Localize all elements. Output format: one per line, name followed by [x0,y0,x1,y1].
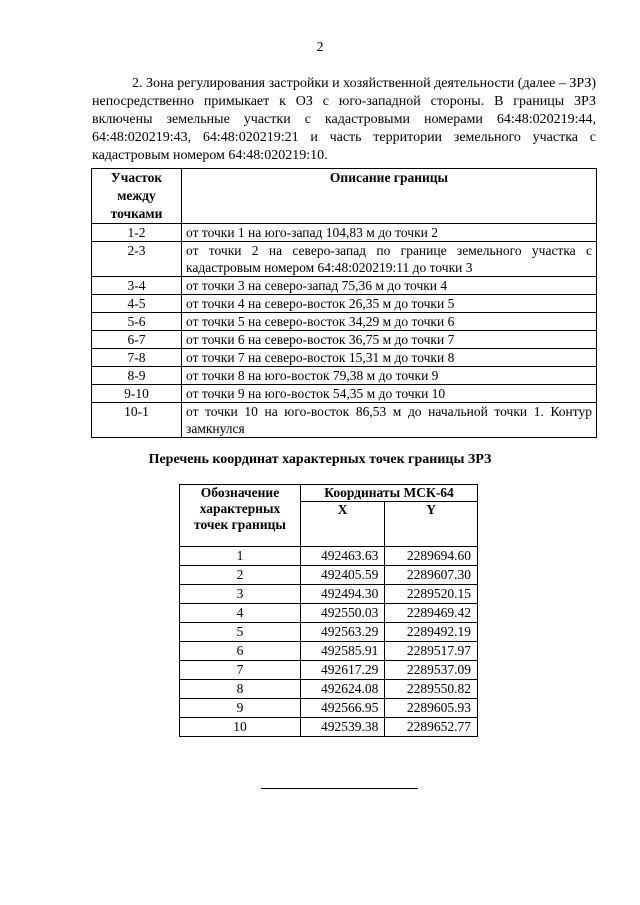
x-cell: 492405.59 [301,566,385,585]
description-cell: от точки 7 на северо-восток 15,31 м до точки 8 [182,349,597,367]
intro-paragraph: 2. Зона регулирования застройки и хозяйственной деятельности (далее – ЗРЗ) непосредственно примыкает к ОЗ с юго-западной стороны. В границы ЗРЗ включены земельные участки с кадастровыми номерами 64:48:020219:44, 64:48:020219:43, 64:48:020219:21 и часть территории земельного участка с кадастровым номером 64:48:020219:10. [92,76,596,163]
table-row [92,367,597,385]
table-row [180,661,478,680]
y-cell: 2289469.42 [385,604,478,623]
boundary-header-description: Описание границы [182,169,597,224]
point-cell: 4 [180,604,301,623]
segment-cell: 10-1 [92,403,182,438]
description-cell: от точки 5 на северо-восток 34,29 м до точки 6 [182,313,597,331]
table-row [92,277,597,295]
footer-divider [261,788,418,789]
segment-cell: 5-6 [92,313,182,331]
segment-cell: 8-9 [92,367,182,385]
x-cell: 492550.03 [301,604,385,623]
description-cell: от точки 1 на юго-запад 104,83 м до точки 2 [182,224,597,242]
coord-header-y: Y [385,502,478,547]
description-cell: от точки 4 на северо-восток 26,35 м до точки 5 [182,295,597,313]
point-cell: 3 [180,585,301,604]
y-cell: 2289652.77 [385,718,478,737]
segment-cell: 4-5 [92,295,182,313]
coord-header-x: X [301,502,385,547]
y-cell: 2289694.60 [385,547,478,566]
x-cell: 492617.29 [301,661,385,680]
point-cell: 6 [180,642,301,661]
table-row [180,680,478,699]
segment-cell: 6-7 [92,331,182,349]
point-cell: 9 [180,699,301,718]
table-row [180,623,478,642]
table-row [92,313,597,331]
description-cell: от точки 9 на юго-восток 54,35 м до точки 10 [182,385,597,403]
y-cell: 2289492.19 [385,623,478,642]
table-row [92,224,597,242]
table-row [92,295,597,313]
table-row [180,642,478,661]
segment-cell: 3-4 [92,277,182,295]
y-cell: 2289605.93 [385,699,478,718]
table-row [180,604,478,623]
table-row [180,547,478,566]
segment-cell: 2-3 [92,242,182,277]
x-cell: 492585.91 [301,642,385,661]
x-cell: 492624.08 [301,680,385,699]
table-row [92,331,597,349]
table-row [92,385,597,403]
segment-cell: 1-2 [92,224,182,242]
table-row [92,349,597,367]
table-row [180,699,478,718]
point-cell: 1 [180,547,301,566]
x-cell: 492566.95 [301,699,385,718]
x-cell: 492563.29 [301,623,385,642]
y-cell: 2289520.15 [385,585,478,604]
segment-cell: 9-10 [92,385,182,403]
y-cell: 2289537.09 [385,661,478,680]
boundary-table [91,168,597,438]
point-cell: 10 [180,718,301,737]
x-cell: 492539.38 [301,718,385,737]
point-cell: 5 [180,623,301,642]
description-cell: от точки 10 на юго-восток 86,53 м до начальной точки 1. Контур замкнулся [182,403,597,438]
table-row [180,585,478,604]
y-cell: 2289607.30 [385,566,478,585]
point-cell: 7 [180,661,301,680]
table-row [180,718,478,737]
description-cell: от точки 2 на северо-запад по границе земельного участка с кадастровым номером 64:48:020219:11 до точки 3 [182,242,597,277]
coord-header-point: Обозначение характерных точек границы [180,485,301,547]
coord-header-system: Координаты МСК-64 [301,485,478,502]
description-cell: от точки 3 на северо-запад 75,36 м до точки 4 [182,277,597,295]
description-cell: от точки 8 на юго-восток 79,38 м до точки 9 [182,367,597,385]
x-cell: 492463.63 [301,547,385,566]
table-row [92,242,597,277]
table-row [180,566,478,585]
table-row [92,403,597,438]
description-cell: от точки 6 на северо-восток 36,75 м до точки 7 [182,331,597,349]
boundary-header-segment: Участок между точками [92,169,182,224]
point-cell: 8 [180,680,301,699]
segment-cell: 7-8 [92,349,182,367]
y-cell: 2289517.97 [385,642,478,661]
point-cell: 2 [180,566,301,585]
coord-table-title: Перечень координат характерных точек границы ЗРЗ [148,452,492,467]
page-number: 2 [316,40,324,55]
y-cell: 2289550.82 [385,680,478,699]
coordinates-table [179,484,478,737]
x-cell: 492494.30 [301,585,385,604]
